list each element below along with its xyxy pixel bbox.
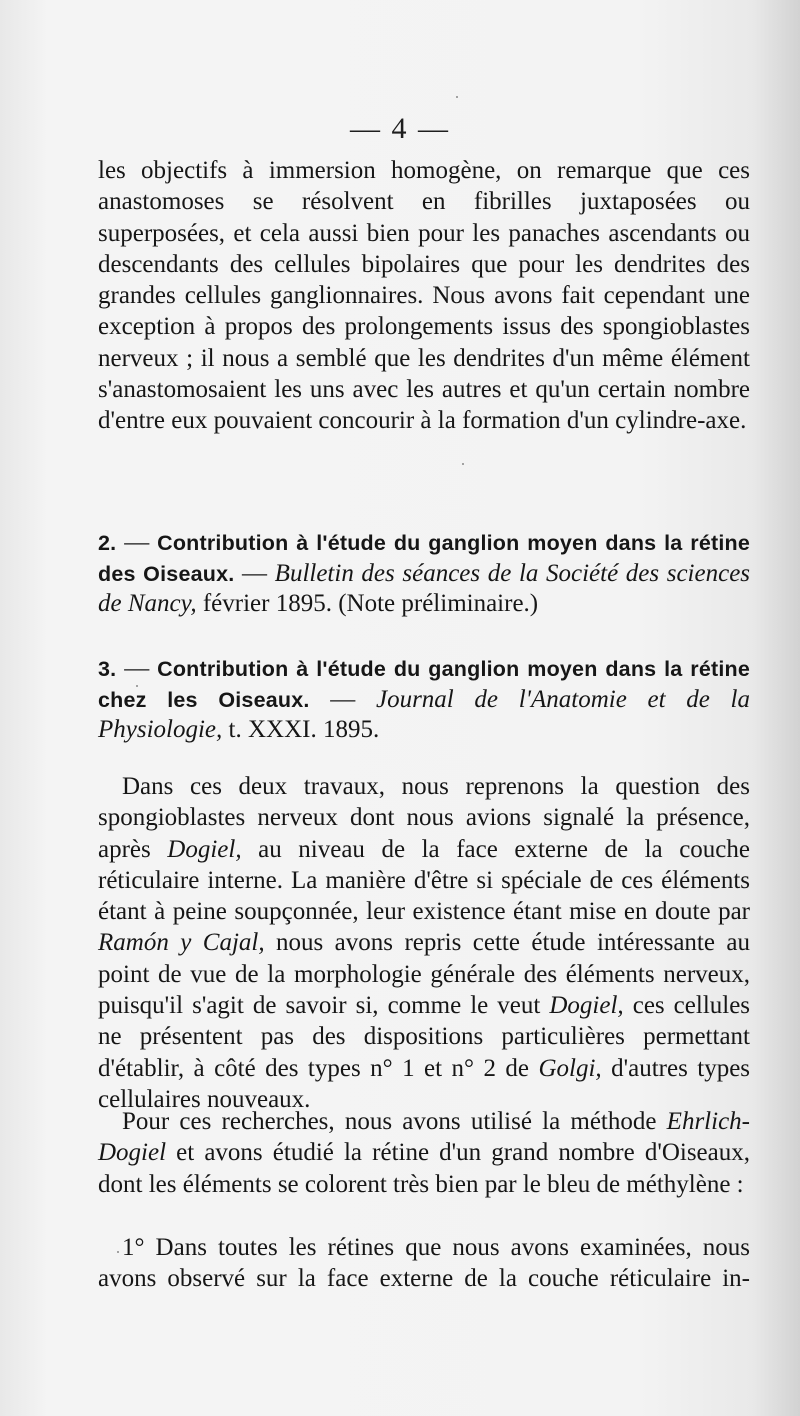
author-name: Dogiel, [549,992,624,1020]
scan-speck [462,463,464,465]
paragraph-observation [98,1232,750,1295]
reference-title: Contribution à l'étude du ganglion moyen dans la rétine chez les Oiseaux. [98,657,751,712]
author-name: Dogiel, [167,835,242,863]
reference-journal: Journal de l'Anatomie et de la Physiologie, [98,685,751,743]
scan-speck [117,1251,119,1253]
text-run: Dans ces deux travaux, nous reprenons la question des spongioblastes nerveux dont nous avions signalé la présence, après [98,773,750,863]
author-name: Golgi, [538,1054,602,1082]
reference-2 [98,528,750,620]
paragraph-text: 1° Dans toutes les rétines que nous avons examinées, nous avons observé sur la face externe de la couche réticulaire in- [98,1234,750,1293]
reference-journal: Bulletin des séances de la Société des sciences de Nancy, [98,559,751,617]
paragraph-anastomoses [98,155,750,437]
author-name: Ramón y Cajal, [98,929,265,957]
reference-title: Contribution à l'étude du ganglion moyen dans la rétine des Oiseaux. [98,531,751,586]
text-run: et avons étudié la rétine d'un grand nombre d'Oiseaux, dont les éléments se colorent très bien par le bleu de méthylène : [98,1139,751,1198]
text-run: au niveau de la face externe de la couche réticulaire interne. La manière d'être si spéciale de ces éléments étant à peine soupçonnée, leur existence étant mise en doute par [98,835,750,926]
text-run: ces cellules ne présentent pas des dispositions particulières permettant d'établir, à côté des types n° 1 et n° 2 de [98,992,751,1082]
reference-dash: — [124,655,150,682]
page-number: — 4 — [350,112,450,145]
method-name: Ehrlich-Dogiel [98,1108,750,1167]
reference-number: 2. [98,531,117,555]
reference-date: février 1895. (Note préliminaire.) [202,590,539,617]
paragraph-text: les objectifs à immersion homogène, on remarque que ces anastomoses se résolvent en fibrilles juxtaposées ou superposées, et cela aussi bien pour les panaches ascendants ou descendants des cellules bipolaires que pour les dendrites des grandes cellules ganglionnaires. Nous avons fait cependant une exception à propos des prolongements issus des spongioblastes nerveux ; il nous a semblé que les dendrites d'un même élément s'anastomosaient les uns avec les autres et qu'un certain nombre d'entre eux pouvaient concourir à la formation d'un cylindre-axe. [98,157,750,435]
reference-separator: — [330,685,356,713]
text-run: d'autres types cellulaires nouveaux. [98,1054,751,1113]
reference-dash: — [124,529,150,556]
reference-3 [98,654,750,746]
text-run: nous avons repris cette étude intéressante au point de vue de la morphologie générale des éléments nerveux, puisqu'il s'agit de savoir si, comme le veut [98,929,750,1020]
reference-date: t. XXXI. 1895. [228,716,380,743]
scan-speck [136,685,138,687]
reference-number: 3. [98,657,117,681]
paragraph-spongioblasts [98,771,750,1115]
paragraph-method [98,1106,750,1200]
text-run: Pour ces recherches, nous avons utilisé la méthode [122,1108,657,1135]
reference-separator: — [242,559,268,587]
scan-speck [456,96,458,98]
